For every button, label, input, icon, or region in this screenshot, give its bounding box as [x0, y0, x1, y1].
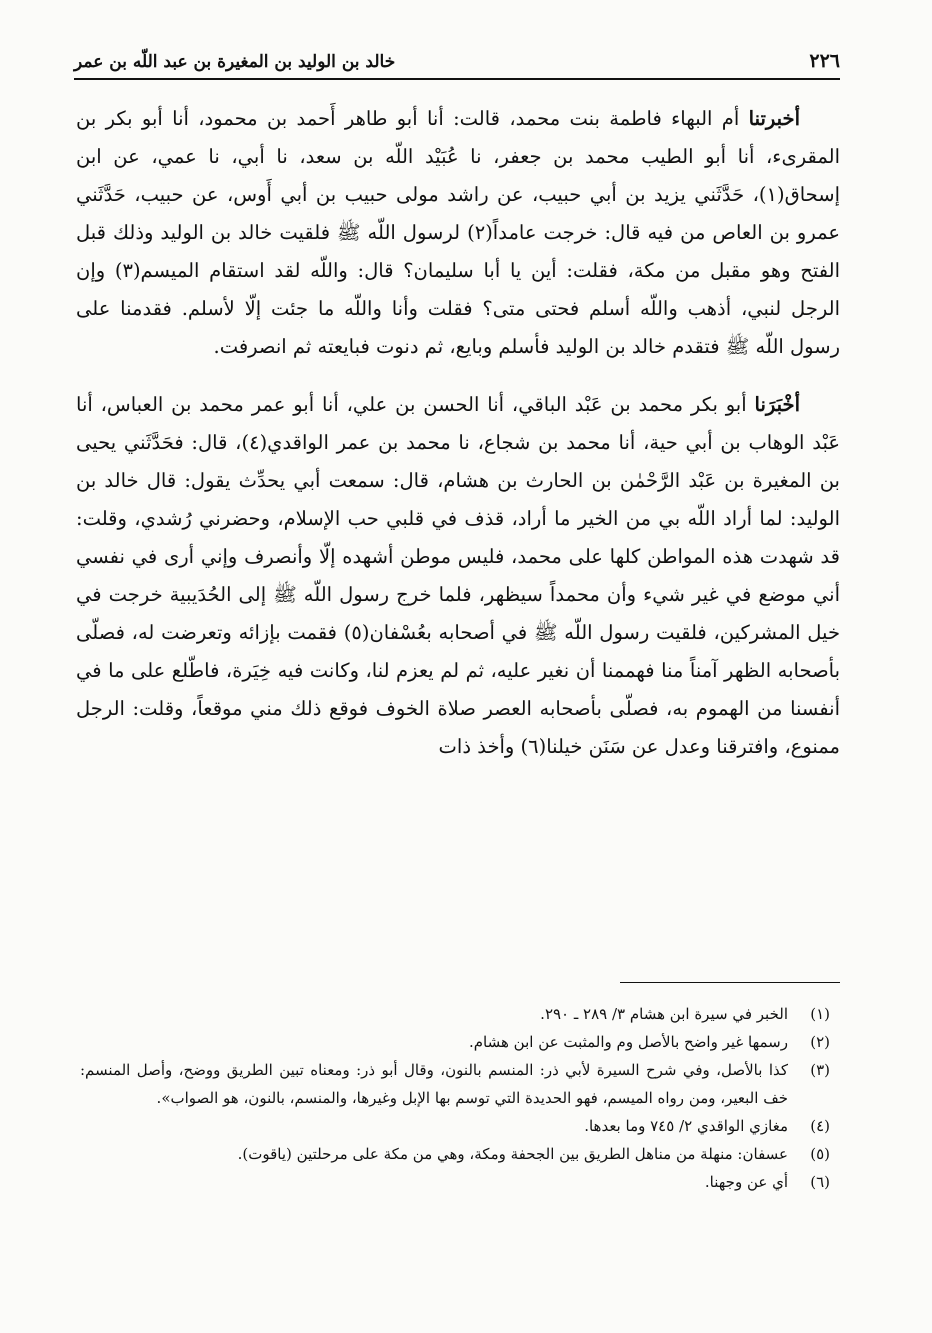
footnote-number: (٥)	[810, 1145, 830, 1163]
footnote-number: (٣)	[810, 1061, 830, 1079]
footnote-item	[80, 1168, 830, 1196]
footnote-number: (١)	[810, 1005, 830, 1023]
footnote-text: مغازي الواقدي ٢/ ٧٤٥ وما بعدها.	[584, 1117, 788, 1135]
footnote-number: (٦)	[810, 1173, 830, 1191]
footnote-item	[80, 1056, 830, 1112]
footnote-text: عسفان: منهلة من مناهل الطريق بين الجحفة ومكة، وهي من مكة على مرحلتين (ياقوت).	[237, 1145, 788, 1163]
page-header	[74, 40, 840, 80]
paragraph-2-text: أبو بكر محمد بن عَبْد الباقي، أنا الحسن بن علي، أنا أبو عمر محمد بن العباس، أنا عَبْد الوهاب بن أبي حية، أنا محمد بن شجاع، نا محمد بن عمر الواقدي(٤)، قال: فحَدَّثَني يحيى بن المغيرة بن عَبْد الرَّحْمٰن بن الحارث بن هشام، قال: سمعت أبي يحدِّث يقول: قال خالد بن الوليد: لما أراد اللّه بي من الخير ما أراد، قذف في قلبي حب الإسلام، وحضرني رُشدي، وقلت: قد شهدت هذه المواطن كلها على محمد، فليس موطن أشهده إلّا وأنصرف وإني أرى في نفسي أني موضع في غير شيء وأن محمداً سيظهر، فلما خرج رسول اللّه ﷺ إلى الحُدَيبية خرجت في خيل المشركين، فلقيت رسول اللّه ﷺ في أصحابه بعُسْفان(٥) فقمت بإزائه وتعرضت له، فصلّى بأصحابه الظهر آمناً منا فهممنا أن نغير عليه، ثم لم يعزم لنا، وكانت فيه خِيَرة، فاطّلع على ما في أنفسنا من الهموم به، فصلّى بأصحابه العصر صلاة الخوف فوقع ذلك مني موقعاً، وقلت: الرجل ممنوع، وافترقنا وعدل عن سَنَن خيلنا(٦) وأخذ ذات	[76, 393, 840, 758]
footnote-number: (٤)	[810, 1117, 830, 1135]
footnote-text: أي عن وجهنا.	[704, 1173, 788, 1191]
paragraph-1-text: أم البهاء فاطمة بنت محمد، قالت: أنا أبو طاهر أَحمد بن محمود، أنا أبو بكر بن المقرىء، أنا أبو الطيب محمد بن جعفر، نا عُبَيْد اللّه بن سعد، نا أبي، نا عمي، عن ابن إسحاق(١)، حَدَّثَني يزيد بن أبي حبيب، عن راشد مولى حبيب بن أبي أَوس، عن حبيب، حَدَّثَني عمرو بن العاص من فيه قال: خرجت عامداً(٢) لرسول اللّه ﷺ فلقيت خالد بن الوليد وذلك قبل الفتح وهو مقبل من مكة، فقلت: أين يا أبا سليمان؟ قال: واللّه لقد استقام الميسم(٣) وإن الرجل لنبي، أذهب واللّه أسلم فحتى متى؟ فقلت وأنا واللّه ما جئت إلّا لأسلم. فقدمنا على رسول اللّه ﷺ فتقدم خالد بن الوليد فأسلم وبايع، ثم دنوت فبايعته ثم انصرفت.	[76, 107, 841, 358]
footnote-item	[80, 1028, 830, 1056]
footnote-text: رسمها غير واضح بالأصل وم والمثبت عن ابن هشام.	[469, 1033, 788, 1051]
paragraph-2	[76, 386, 840, 766]
footnote-item	[80, 1000, 830, 1028]
footnote-text: كذا بالأصل، وفي شرح السيرة لأبي ذر: المنسم بالنون، وقال أبو ذر: ومعناه تبين الطريق ووضح، وأصل المنسم: خف البعير، ومن رواه الميسم، فهو الحديدة التي توسم بها الإبل وغيرها، والمنسم، بالنون، هو الصواب».	[80, 1061, 788, 1107]
footnote-number: (٢)	[810, 1033, 830, 1051]
paragraph-1	[76, 100, 840, 366]
running-title: خالد بن الوليد بن المغيرة بن عبد اللّه بن عمر	[74, 52, 396, 72]
page-number: ٢٢٦	[809, 50, 840, 72]
footnotes-list	[80, 1000, 830, 1196]
paragraph-1-lead: أخبرتنا	[748, 107, 800, 130]
footnote-text: الخبر في سيرة ابن هشام ٣/ ٢٨٩ ـ ٢٩٠.	[540, 1005, 788, 1023]
footnote-divider	[620, 982, 840, 983]
paragraph-2-lead: أخْبَرَنا	[754, 393, 800, 416]
footnote-item	[80, 1112, 830, 1140]
main-text	[76, 100, 840, 766]
footnote-item	[80, 1140, 830, 1168]
